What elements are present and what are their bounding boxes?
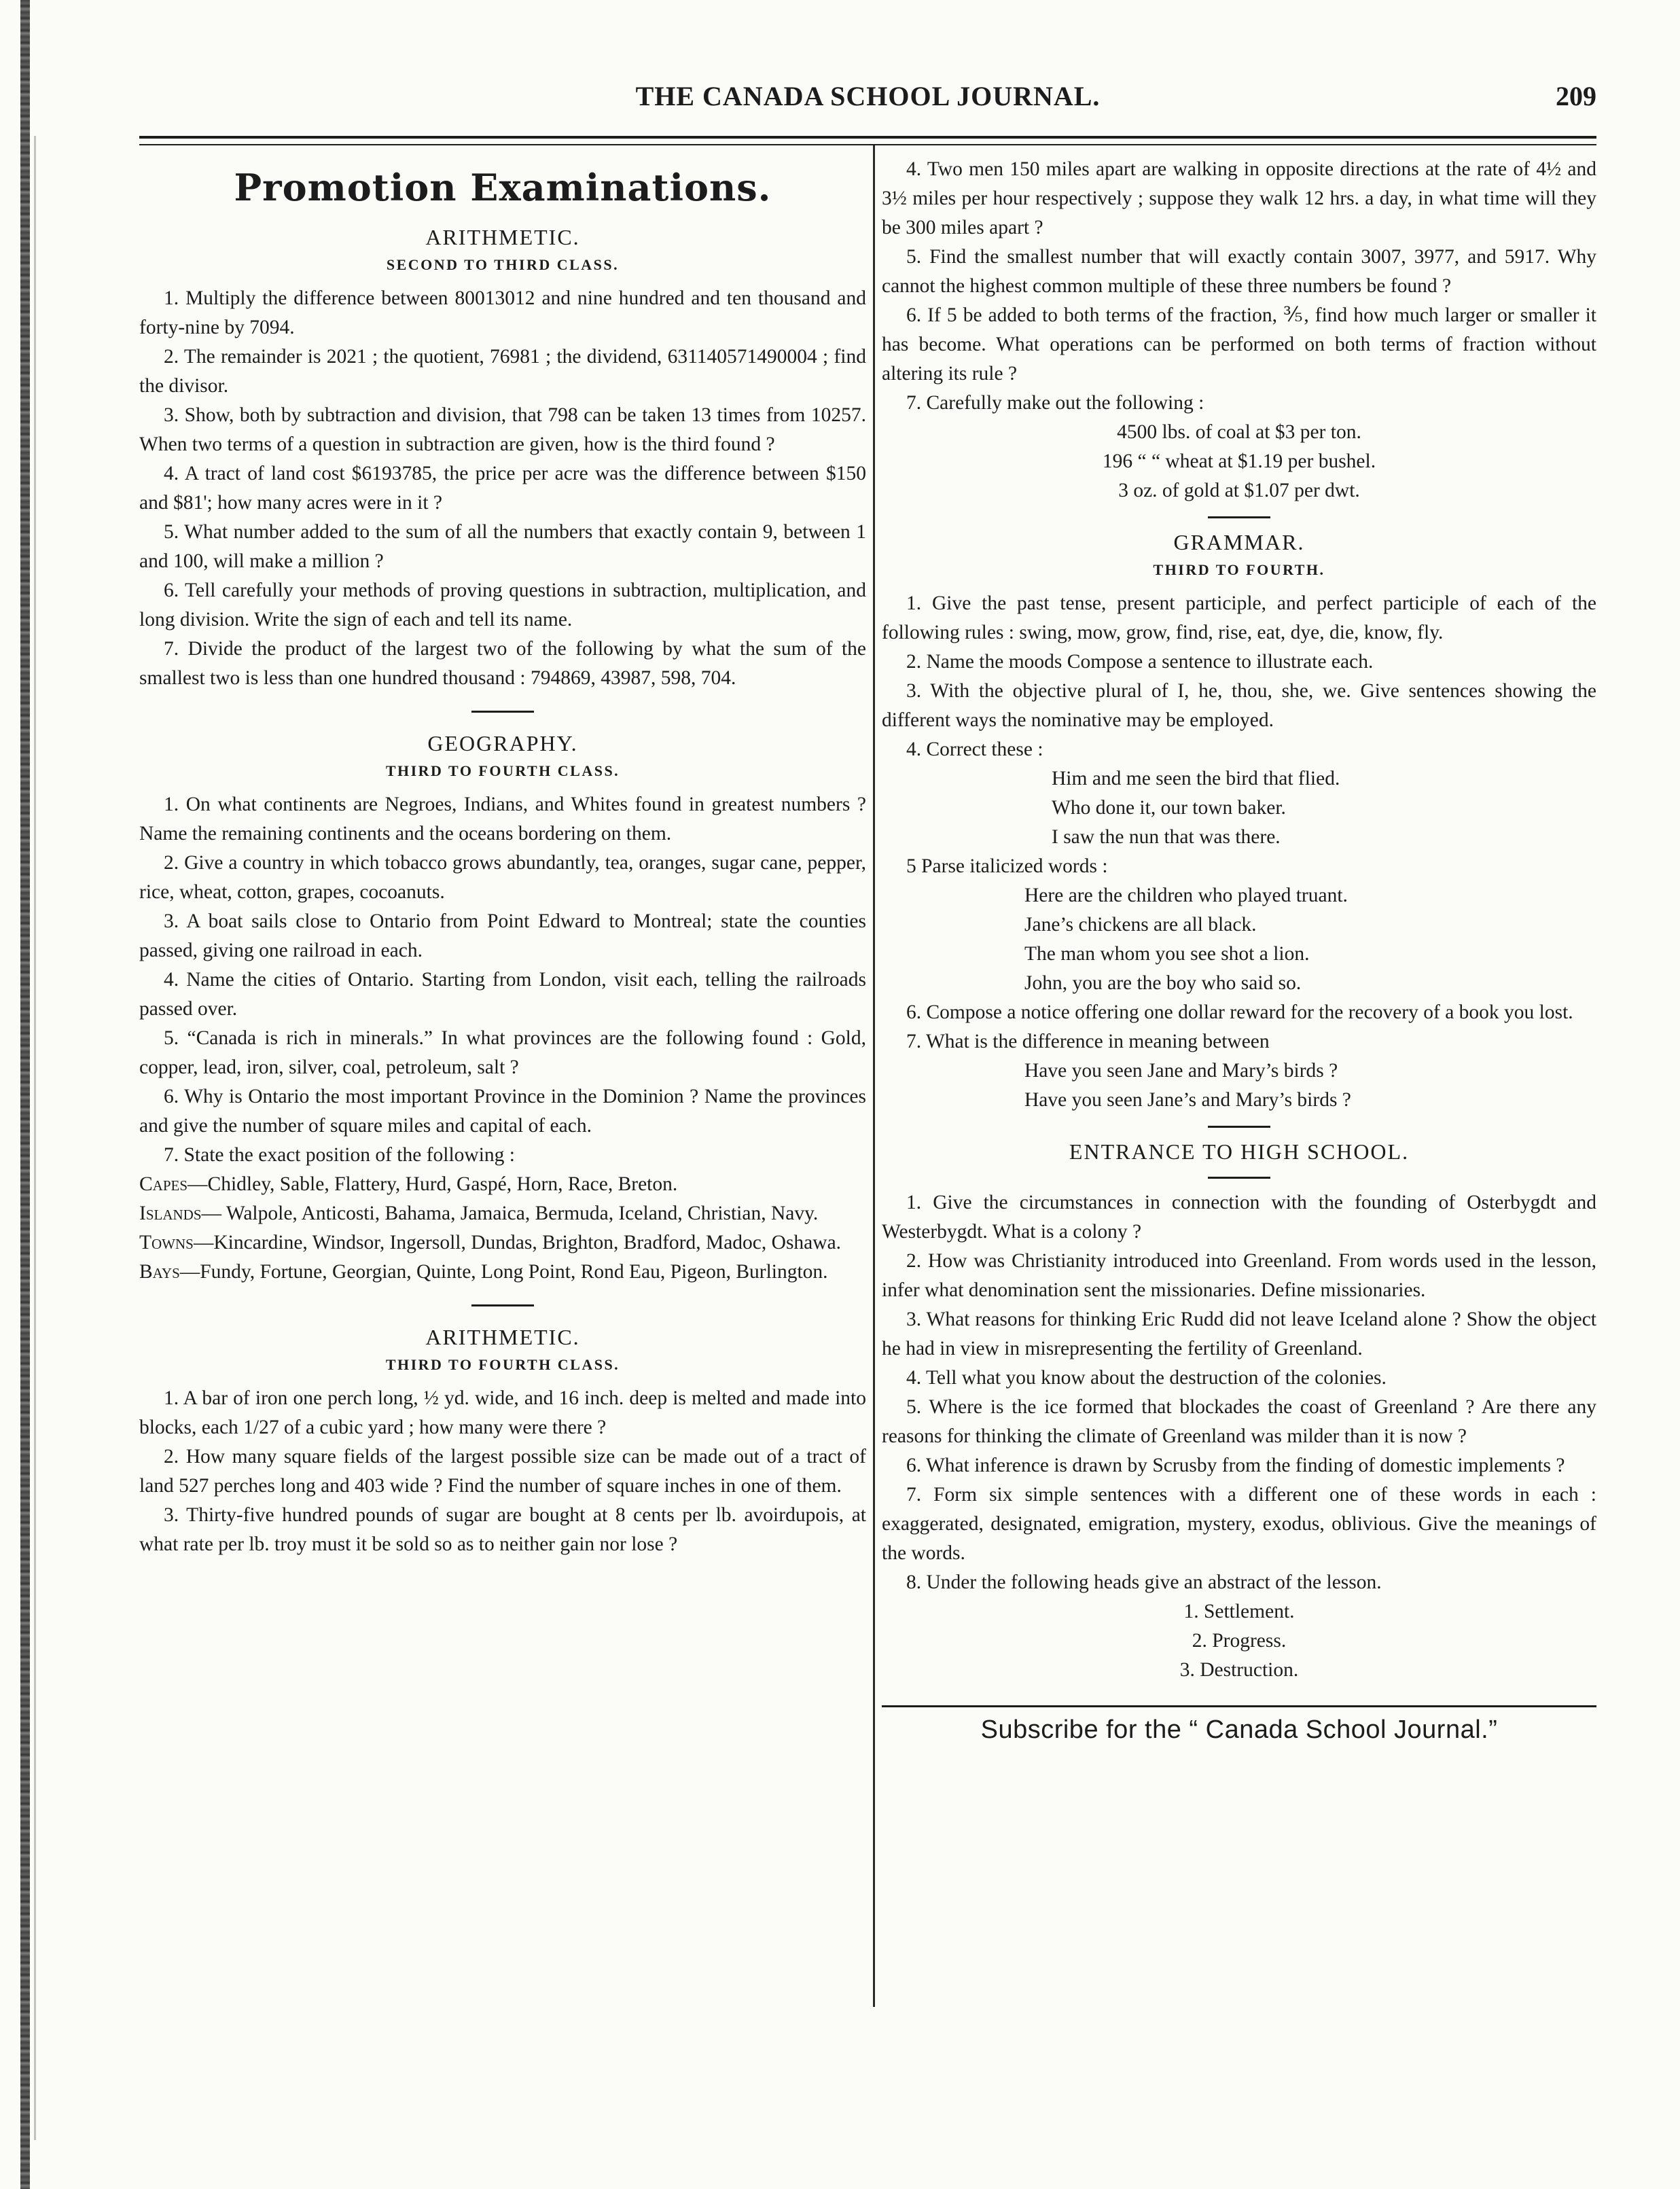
question: 5. Find the smallest number that will exactly contain 3007, 3977, and 5917. Why cannot the highest common multiple of these three numbers be found ? — [882, 246, 1596, 297]
example-line: Here are the children who played truant. — [1024, 885, 1348, 906]
question: 5. Where is the ice formed that blockades the coast of Greenland ? Are there any reasons for thinking the climate of Greenland was milder than it is now ? — [882, 1396, 1596, 1447]
question: 2. The remainder is 2021 ; the quotient, 76981 ; the dividend, 631140571490004 ; find the divisor. — [139, 346, 866, 397]
header-rule — [139, 136, 1596, 139]
question: 4. Name the cities of Ontario. Starting from London, visit each, telling the railroads passed over. — [139, 969, 866, 1020]
position-label: Towns — [139, 1232, 194, 1253]
right-column — [882, 155, 1596, 1747]
question: 6. Compose a notice offering one dollar reward for the recovery of a book you lost. — [906, 1001, 1573, 1023]
question: 6. Tell carefully your methods of proving questions in subtraction, multiplication, and long division. Write the sign of each and tell its name. — [139, 580, 866, 630]
position-line — [139, 1199, 866, 1228]
position-line — [139, 1258, 866, 1287]
question: 1. Multiply the difference between 80013012 and nine hundred and ten thousand and forty-nine by 7094. — [139, 287, 866, 338]
question: 6. What inference is drawn by Scrusby from the finding of domestic implements ? — [906, 1455, 1565, 1476]
section-title-arithmetic-1: ARITHMETIC. — [425, 225, 580, 249]
question: 8. Under the following heads give an abstract of the lesson. — [906, 1571, 1382, 1593]
question: 7. Carefully make out the following : — [906, 392, 1204, 414]
calc-line: 4500 lbs. of coal at $3 per ton. — [1117, 421, 1361, 443]
question: 7. Form six simple sentences with a different one of these words in each : exaggerated, designated, emigration, mystery, exodus, oblivious. Give the meanings of the words. — [882, 1484, 1596, 1564]
position-text: —Kincardine, Windsor, Ingersoll, Dundas, Brighton, Bradford, Madoc, Oshawa. — [193, 1232, 842, 1253]
question: 1. Give the circumstances in connection with the founding of Osterbygdt and Westerbygdt. What is a colony ? — [882, 1192, 1596, 1243]
question-list — [139, 284, 866, 693]
heading-line: 3. Destruction. — [1179, 1659, 1299, 1681]
example-line: Him and me seen the bird that flied. — [1052, 768, 1340, 789]
page-number: 209 — [1556, 81, 1596, 111]
calc-line: 3 oz. of gold at $1.07 per dwt. — [1118, 480, 1360, 501]
page-binding-shadow — [34, 136, 36, 2140]
question: 5 Parse italicized words : — [906, 855, 1108, 877]
position-label: Capes — [139, 1173, 188, 1195]
example-line: I saw the nun that was there. — [1052, 826, 1281, 848]
example-line: Jane’s chickens are all black. — [1024, 914, 1257, 936]
question: 2. How was Christianity introduced into Greenland. From words used in the lesson, infer what denomination sent the missionaries. Define missionaries. — [882, 1250, 1596, 1301]
section-subtitle: THIRD TO FOURTH. — [1153, 561, 1325, 578]
example-line: John, you are the boy who said so. — [1024, 972, 1302, 994]
question: 3. Thirty-five hundred pounds of sugar are bought at 8 cents per lb. avoirdupois, at what rate per lb. troy must it be sold so as to neither gain nor lose ? — [139, 1504, 866, 1555]
position-label: Islands — [139, 1203, 202, 1224]
section-title-geography: GEOGRAPHY. — [427, 731, 578, 755]
main-title: Promotion Examinations. — [234, 166, 772, 209]
question: 3. Show, both by subtraction and division, that 798 can be taken 13 times from 10257. When two terms of a question in subtraction are given, how is the third found ? — [139, 404, 866, 455]
question: 4. Correct these : — [906, 738, 1043, 760]
section-subtitle: SECOND TO THIRD CLASS. — [386, 256, 620, 273]
section-title-entrance: ENTRANCE TO HIGH SCHOOL. — [1069, 1139, 1410, 1164]
position-label: Bays — [139, 1261, 180, 1283]
position-list — [139, 1170, 866, 1287]
section-title-arithmetic-2: ARITHMETIC. — [425, 1325, 580, 1349]
section-separator — [1208, 1177, 1270, 1179]
question: 4. Tell what you know about the destruction of the colonies. — [906, 1367, 1387, 1389]
question: 3. A boat sails close to Ontario from Point Edward to Montreal; state the counties passed, giving one railroad in each. — [139, 910, 866, 961]
question-list — [139, 790, 866, 1170]
question: 7. What is the difference in meaning between — [906, 1031, 1270, 1052]
question: 3. What reasons for thinking Eric Rudd did not leave Iceland alone ? Show the object he had in view in misrepresenting the fertility of Greenland. — [882, 1309, 1596, 1359]
question: 6. Why is Ontario the most important Province in the Dominion ? Name the provinces and give the number of square miles and capital of each. — [139, 1086, 866, 1137]
question: 2. How many square fields of the largest possible size can be made out of a tract of land 527 perches long and 403 wide ? Find the number of square inches in one of them. — [139, 1446, 866, 1497]
question: 1. A bar of iron one perch long, ½ yd. wide, and 16 inch. deep is melted and made into blocks, each 1/27 of a cubic yard ; how many were there ? — [139, 1387, 866, 1438]
position-line — [139, 1170, 866, 1199]
question: 4. A tract of land cost $6193785, the price per acre was the difference between $150 and $81'; how many acres were in it ? — [139, 463, 866, 514]
section-separator — [471, 1304, 534, 1306]
calc-line: 196 “ “ wheat at $1.19 per bushel. — [1102, 450, 1376, 472]
heading-line: 2. Progress. — [1192, 1630, 1287, 1652]
header-rule-thin — [139, 144, 1596, 145]
question-list — [882, 155, 1596, 418]
section-separator — [471, 711, 534, 713]
position-text: —Fundy, Fortune, Georgian, Quinte, Long Point, Rond Eau, Pigeon, Burlington. — [179, 1261, 828, 1283]
section-separator — [1208, 1126, 1270, 1128]
example-line: Have you seen Jane’s and Mary’s birds ? — [1024, 1089, 1351, 1111]
example-line: Have you seen Jane and Mary’s birds ? — [1024, 1060, 1338, 1082]
question: 5. “Canada is rich in minerals.” In what provinces are the following found : Gold, copper, lead, iron, silver, coal, petroleum, salt ? — [139, 1027, 866, 1078]
section-separator — [1208, 516, 1270, 518]
example-line: The man whom you see shot a lion. — [1024, 943, 1310, 965]
example-line: Who done it, our town baker. — [1052, 797, 1286, 819]
section-title-grammar: GRAMMAR. — [1173, 530, 1305, 554]
section-subtitle: THIRD TO FOURTH CLASS. — [385, 762, 620, 779]
question: 1. Give the past tense, present participle, and perfect participle of each of the following rules : swing, mow, grow, find, rise, eat, dye, die, know, fly. — [882, 592, 1596, 643]
position-text: — Walpole, Anticosti, Bahama, Jamaica, Bermuda, Iceland, Christian, Navy. — [201, 1203, 819, 1224]
question: 2. Name the moods Compose a sentence to illustrate each. — [906, 651, 1374, 673]
question: 7. Divide the product of the largest two of the following by what the sum of the smallest two is less than one hundred thousand : 794869, 43987, 598, 704. — [139, 638, 866, 689]
question: 7. State the exact position of the following : — [164, 1144, 515, 1166]
column-divider — [873, 145, 875, 2007]
question: 1. On what continents are Negroes, Indians, and Whites found in greatest numbers ? Name the remaining continents and the oceans bordering on them. — [139, 794, 866, 844]
footer-rule — [882, 1705, 1596, 1707]
page-binding-edge — [20, 0, 30, 2189]
question-list — [882, 1188, 1596, 1597]
journal-title: THE CANADA SCHOOL JOURNAL. — [635, 81, 1101, 111]
question-list — [139, 1384, 866, 1559]
question-list — [882, 589, 1596, 764]
left-column — [139, 155, 866, 1559]
question: 2. Give a country in which tobacco grows abundantly, tea, oranges, sugar cane, pepper, rice, wheat, cotton, grapes, cocoanuts. — [139, 852, 866, 903]
position-text: —Chidley, Sable, Flattery, Hurd, Gaspé, Horn, Race, Breton. — [187, 1173, 678, 1195]
question: 5. What number added to the sum of all the numbers that exactly contain 9, between 1 and 100, will make a million ? — [139, 521, 866, 572]
question: 6. If 5 be added to both terms of the fraction, ⅗, find how much larger or smaller it has become. What operations can be performed on both terms of fraction without altering its rule ? — [882, 304, 1596, 385]
section-subtitle: THIRD TO FOURTH CLASS. — [385, 1356, 620, 1373]
question: 4. Two men 150 miles apart are walking in opposite directions at the rate of 4½ and 3½ miles per hour respectively ; suppose they walk 12 hrs. a day, in what time will they be 300 miles apart ? — [882, 158, 1596, 238]
subscribe-notice: Subscribe for the “ Canada School Journal.” — [980, 1715, 1498, 1744]
position-line — [139, 1228, 866, 1258]
page-header — [139, 80, 1596, 121]
question: 3. With the objective plural of I, he, thou, she, we. Give sentences showing the different ways the nominative may be employed. — [882, 680, 1596, 731]
heading-line: 1. Settlement. — [1183, 1601, 1295, 1622]
